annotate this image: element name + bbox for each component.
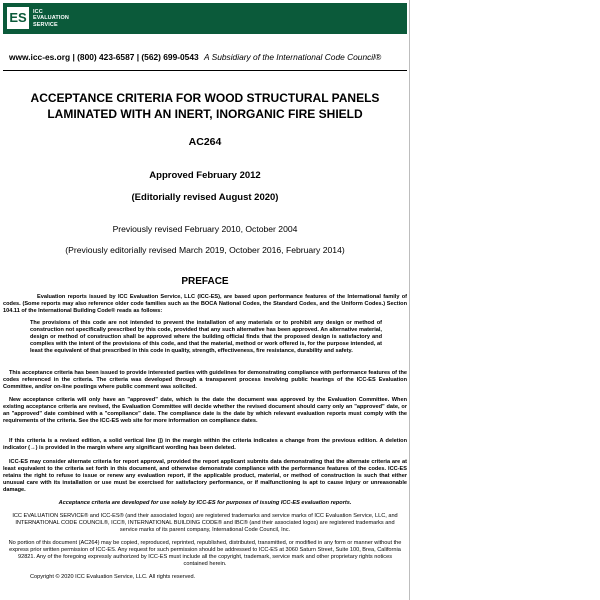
- editorial-revision: (Editorially revised August 2020): [131, 192, 279, 203]
- logo-caption: [33, 9, 69, 28]
- approved-date: Approved February 2012: [149, 170, 261, 181]
- logo-line-icc: ICC: [33, 9, 43, 15]
- preface-paragraph-1: Evaluation reports issued by ICC Evaluation Service, LLC (ICC-ES), are based upon performance features of the International family of codes. (Some reports may also reference older code families such as the BOCA National Codes, the Standard Codes, and the Uniform Codes.) Section 104.11 of the International Building Code® reads as follows:: [3, 294, 407, 314]
- code-quote: The provisions of this code are not intended to prevent the installation of any materials or to prohibit any design or method of construction not specifically prescribed by this code, provided that any such alternative has been approved. An alternative material, design or method of construction shall be approved where the building official finds that the proposed design is satisfactory and complies with the intent of the provisions of this code, and that the material, method or work offered is, for the purpose intended, at least the equivalent of that prescribed in this code in quality, strength, effectiveness, fire resistance, durability and safety.: [30, 320, 382, 354]
- preface-paragraph-4: If this criteria is a revised edition, a solid vertical line (|) in the margin within the criteria indicates a change from the previous edition. A deletion indicator (→) is provided in the margin where any significant wording has been deleted.: [3, 438, 407, 451]
- preface-paragraph-5: ICC-ES may consider alternate criteria for report approval, provided the report applicant submits data demonstrating that the alternate criteria are at least equivalent to the criteria set forth in this document, and otherwise demonstrate compliance with the performance features of the codes. ICC-ES retains the right to refuse to issue or renew any evaluation report, if the applicable product, material, or method of construction is such that either unusual care with its installation or use must be exercised for satisfactory performance, or if malfunctioning is apt to cause injury or unreasonable damage.: [3, 459, 407, 493]
- title-line-2: LAMINATED WITH AN INERT, INORGANIC FIRE SHIELD: [47, 107, 363, 121]
- header-bar: [3, 3, 407, 34]
- contact-info: www.icc-es.org | (800) 423-6587 | (562) 699-0543: [9, 52, 199, 62]
- title-line-1: ACCEPTANCE CRITERIA FOR WOOD STRUCTURAL PANELS: [30, 91, 380, 105]
- copyright-notice: Copyright © 2020 ICC Evaluation Service, LLC. All rights reserved.: [30, 574, 196, 580]
- subsidiary-note: A Subsidiary of the International Code Council®: [204, 52, 382, 62]
- previous-revisions: Previously revised February 2010, October 2004: [112, 224, 298, 234]
- icc-es-logo: ES: [7, 7, 29, 29]
- document-title: [0, 90, 410, 122]
- trademark-notice: ICC EVALUATION SERVICE® and ICC-ES® (and their associated logos) are registered trademarks and service marks of ICC Evaluation Service, LLC, and INTERNATIONAL CODE COUNCIL®, ICC®, INTERNATIONAL BUILDING CODE® and IBC® (and their associated logos) are registered trademarks and service marks of its parent company, International Code Council, Inc.: [12, 513, 398, 533]
- logo-line-service: SERVICE: [33, 21, 58, 28]
- previous-editorial-revisions: (Previously editorially revised March 2019, October 2016, February 2014): [65, 245, 345, 255]
- reproduction-notice: No portion of this document (AC264) may be copied, reproduced, reprinted, republished, distributed, transmitted, or modified in any form or manner without the express prior written permission of ICC-ES. Any request for such permission should be addressed to ICC-ES at 3060 Saturn Street, Suite 100, Brea, California 92821. Any of the foregoing expressly authorized by ICC-ES must include all the copyright, trademark, service mark and other proprietary rights notices contained herein.: [8, 540, 402, 567]
- criteria-code: AC264: [188, 136, 222, 148]
- logo-line-evaluation: EVALUATION: [33, 15, 69, 22]
- usage-note: Acceptance criteria are developed for use solely by ICC-ES for purposes of issuing ICC-ES evaluation reports.: [58, 500, 352, 506]
- preface-paragraph-2: This acceptance criteria has been issued to provide interested parties with guidelines for demonstrating compliance with performance features of the codes referenced in the criteria. The criteria was developed through a transparent process involving public hearings of the ICC-ES Evaluation Committee, and/or on-line postings where public comment was solicited.: [3, 370, 407, 390]
- header-divider: [3, 70, 407, 71]
- preface-heading: PREFACE: [181, 276, 229, 287]
- preface-paragraph-3: New acceptance criteria will only have an "approved" date, which is the date the document was approved by the Evaluation Committee. When existing acceptance criteria are revised, the Evaluation Committee will decide whether the revised document should carry only an "approved" date, or an "approved" date combined with a "compliance" date. The compliance date is the date by which relevant evaluation reports must comply with the requirements of the criteria. See the ICC-ES web site for more information on compliance dates.: [3, 397, 407, 424]
- contact-line: [9, 52, 381, 62]
